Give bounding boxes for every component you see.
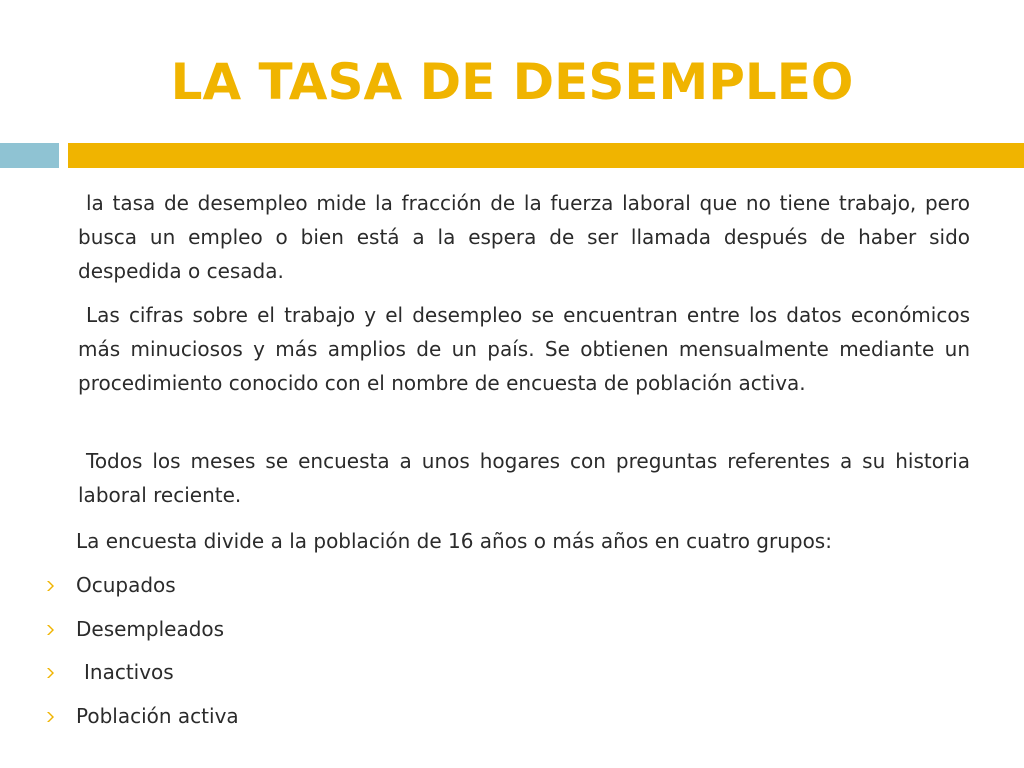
- arrow-bullet-icon: [46, 569, 70, 601]
- list-item: [46, 656, 174, 688]
- arrow-bullet-icon: [46, 700, 70, 732]
- slide-title: LA TASA DE DESEMPLEO: [170, 53, 854, 111]
- arrow-bullet-icon: [46, 656, 70, 688]
- list-item-label: Desempleados: [76, 617, 225, 641]
- list-item: [46, 700, 239, 732]
- paragraph-data-sources: Las cifras sobre el trabajo y el desempleo se encuentran entre los datos económicos más minuciosos y más amplios de un país. Se obtienen mensualmente mediante un procedimiento conocido con el nombre de encuesta de población activa.: [78, 303, 970, 395]
- list-item-label: Población activa: [76, 704, 239, 728]
- paragraph-survey-groups: La encuesta divide a la población de 16 años o más años en cuatro grupos:: [76, 529, 832, 553]
- list-item-label: Ocupados: [76, 573, 176, 597]
- accent-bar-right: [68, 143, 1024, 168]
- paragraph-definition: la tasa de desempleo mide la fracción de la fuerza laboral que no tiene trabajo, pero busca un empleo o bien está a la espera de ser llamada después de haber sido despedida o cesada.: [78, 191, 970, 283]
- list-item-label: Inactivos: [84, 660, 174, 684]
- arrow-bullet-icon: [46, 613, 70, 645]
- paragraph-survey-monthly: Todos los meses se encuesta a unos hogares con preguntas referentes a su historia laboral reciente.: [78, 449, 970, 507]
- slide-body: [0, 186, 1024, 746]
- list-item: [46, 613, 224, 645]
- accent-bar-left: [0, 143, 59, 168]
- list-item: [46, 569, 176, 601]
